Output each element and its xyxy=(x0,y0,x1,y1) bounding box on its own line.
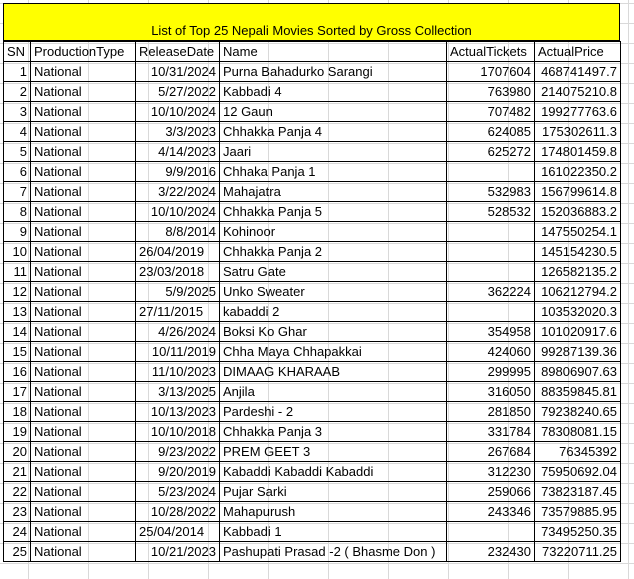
cell-actual-tickets[interactable]: 243346 xyxy=(447,502,535,522)
table-row xyxy=(4,422,621,442)
table-row xyxy=(4,262,621,282)
cell-name[interactable]: 12 Gaun xyxy=(220,102,447,122)
table-row xyxy=(4,382,621,402)
cell-actual-price[interactable]: 73495250.35 xyxy=(535,522,621,542)
cell-name[interactable]: Chhakka Panja 2 xyxy=(220,242,447,262)
cell-actual-price[interactable]: 152036883.2 xyxy=(535,202,621,222)
cell-actual-tickets[interactable]: 331784 xyxy=(447,422,535,442)
table-row xyxy=(4,442,621,462)
table-row xyxy=(4,342,621,362)
table-row xyxy=(4,502,621,522)
cell-release-date[interactable]: 10/13/2023 xyxy=(136,402,220,422)
cell-actual-tickets[interactable]: 232430 xyxy=(447,542,535,562)
cell-actual-tickets[interactable] xyxy=(447,302,535,322)
cell-actual-price[interactable]: 175302611.3 xyxy=(535,122,621,142)
cell-sn[interactable]: 16 xyxy=(4,362,31,382)
table-row xyxy=(4,522,621,542)
header-actual-tickets[interactable]: ActualTickets xyxy=(447,42,535,62)
cell-release-date[interactable]: 9/20/2019 xyxy=(136,462,220,482)
cell-name[interactable]: Chhakka Panja 5 xyxy=(220,202,447,222)
cell-actual-price[interactable]: 161022350.2 xyxy=(535,162,621,182)
cell-release-date[interactable]: 27/11/2015 xyxy=(136,302,220,322)
cell-actual-tickets[interactable] xyxy=(447,522,535,542)
table-row xyxy=(4,282,621,302)
cell-production-type[interactable]: National xyxy=(31,122,136,142)
cell-name[interactable]: Pardeshi - 2 xyxy=(220,402,447,422)
cell-name[interactable]: Purna Bahadurko Sarangi xyxy=(220,62,447,82)
cell-production-type[interactable]: National xyxy=(31,242,136,262)
cell-name[interactable]: Kabbadi 1 xyxy=(220,522,447,542)
cell-release-date[interactable]: 3/3/2023 xyxy=(136,122,220,142)
cell-sn[interactable]: 4 xyxy=(4,122,31,142)
cell-actual-price[interactable]: 73579885.95 xyxy=(535,502,621,522)
cell-name[interactable]: Pashupati Prasad -2 ( Bhasme Don ) xyxy=(220,542,447,562)
cell-actual-tickets[interactable]: 354958 xyxy=(447,322,535,342)
cell-actual-price[interactable]: 88359845.81 xyxy=(535,382,621,402)
cell-release-date[interactable]: 5/9/2025 xyxy=(136,282,220,302)
cell-actual-tickets[interactable]: 299995 xyxy=(447,362,535,382)
cell-production-type[interactable]: National xyxy=(31,342,136,362)
table-row xyxy=(4,62,621,82)
header-production-type[interactable]: ProductionType xyxy=(31,42,136,62)
cell-actual-price[interactable]: 73220711.25 xyxy=(535,542,621,562)
table-row xyxy=(4,482,621,502)
cell-name[interactable]: Kabbadi 4 xyxy=(220,82,447,102)
cell-name[interactable]: Anjila xyxy=(220,382,447,402)
cell-sn[interactable]: 11 xyxy=(4,262,31,282)
cell-name[interactable]: Chha Maya Chhapakkai xyxy=(220,342,447,362)
cell-sn[interactable]: 6 xyxy=(4,162,31,182)
cell-sn[interactable]: 13 xyxy=(4,302,31,322)
table-row xyxy=(4,102,621,122)
cell-release-date[interactable]: 25/04/2014 xyxy=(136,522,220,542)
cell-sn[interactable]: 5 xyxy=(4,142,31,162)
table-row xyxy=(4,242,621,262)
cell-release-date[interactable]: 10/11/2019 xyxy=(136,342,220,362)
cell-release-date[interactable]: 23/03/2018 xyxy=(136,262,220,282)
table-row xyxy=(4,362,621,382)
cell-name[interactable]: DIMAAG KHARAAB xyxy=(220,362,447,382)
cell-actual-tickets[interactable]: 1707604 xyxy=(447,62,535,82)
cell-release-date[interactable]: 26/04/2019 xyxy=(136,242,220,262)
cell-actual-price[interactable]: 174801459.8 xyxy=(535,142,621,162)
cell-actual-tickets[interactable]: 707482 xyxy=(447,102,535,122)
cell-sn[interactable]: 14 xyxy=(4,322,31,342)
cell-production-type[interactable]: National xyxy=(31,382,136,402)
table-row xyxy=(4,542,621,562)
cell-actual-price[interactable]: 106212794.2 xyxy=(535,282,621,302)
cell-sn[interactable]: 12 xyxy=(4,282,31,302)
cell-actual-price[interactable]: 99287139.36 xyxy=(535,342,621,362)
cell-release-date[interactable]: 10/10/2018 xyxy=(136,422,220,442)
cell-actual-price[interactable]: 79238240.65 xyxy=(535,402,621,422)
cell-production-type[interactable]: National xyxy=(31,422,136,442)
cell-production-type[interactable]: National xyxy=(31,522,136,542)
cell-production-type[interactable]: National xyxy=(31,322,136,342)
cell-actual-price[interactable]: 145154230.5 xyxy=(535,242,621,262)
cell-production-type[interactable]: National xyxy=(31,402,136,422)
cell-actual-tickets[interactable]: 532983 xyxy=(447,182,535,202)
cell-sn[interactable]: 9 xyxy=(4,222,31,242)
table-row xyxy=(4,222,621,242)
header-release-date[interactable]: ReleaseDate xyxy=(136,42,220,62)
table-row xyxy=(4,402,621,422)
cell-sn[interactable]: 15 xyxy=(4,342,31,362)
cell-sn[interactable]: 2 xyxy=(4,82,31,102)
header-row xyxy=(4,42,621,62)
cell-production-type[interactable]: National xyxy=(31,82,136,102)
cell-name[interactable]: PREM GEET 3 xyxy=(220,442,447,462)
cell-sn[interactable]: 25 xyxy=(4,542,31,562)
cell-production-type[interactable]: National xyxy=(31,202,136,222)
cell-actual-price[interactable]: 103532020.3 xyxy=(535,302,621,322)
cell-sn[interactable]: 20 xyxy=(4,442,31,462)
cell-actual-tickets[interactable]: 763980 xyxy=(447,82,535,102)
table-row xyxy=(4,202,621,222)
cell-actual-tickets[interactable]: 267684 xyxy=(447,442,535,462)
cell-production-type[interactable]: National xyxy=(31,222,136,242)
cell-release-date[interactable]: 10/28/2022 xyxy=(136,502,220,522)
table-row xyxy=(4,82,621,102)
cell-actual-price[interactable]: 214075210.8 xyxy=(535,82,621,102)
cell-sn[interactable]: 24 xyxy=(4,522,31,542)
cell-name[interactable]: Jaari xyxy=(220,142,447,162)
cell-actual-price[interactable]: 126582135.2 xyxy=(535,262,621,282)
table-row xyxy=(4,142,621,162)
cell-production-type[interactable]: National xyxy=(31,302,136,322)
cell-actual-price[interactable]: 78308081.15 xyxy=(535,422,621,442)
header-name[interactable]: Name xyxy=(220,42,447,62)
cell-name[interactable]: Chhakka Panja 4 xyxy=(220,122,447,142)
cell-name[interactable]: Boksi Ko Ghar xyxy=(220,322,447,342)
header-sn[interactable]: SN xyxy=(4,42,31,62)
cell-sn[interactable]: 1 xyxy=(4,62,31,82)
cell-production-type[interactable]: National xyxy=(31,542,136,562)
cell-name[interactable]: Chhakka Panja 3 xyxy=(220,422,447,442)
cell-actual-tickets[interactable]: 312230 xyxy=(447,462,535,482)
cell-name[interactable]: Mahapurush xyxy=(220,502,447,522)
cell-production-type[interactable]: National xyxy=(31,462,136,482)
header-actual-price[interactable]: ActualPrice xyxy=(535,42,621,62)
cell-name[interactable]: kabaddi 2 xyxy=(220,302,447,322)
cell-actual-tickets[interactable] xyxy=(447,242,535,262)
cell-actual-tickets[interactable]: 316050 xyxy=(447,382,535,402)
cell-actual-price[interactable]: 156799614.8 xyxy=(535,182,621,202)
cell-release-date[interactable]: 5/23/2024 xyxy=(136,482,220,502)
cell-actual-tickets[interactable]: 424060 xyxy=(447,342,535,362)
cell-actual-price[interactable]: 199277763.6 xyxy=(535,102,621,122)
cell-sn[interactable]: 7 xyxy=(4,182,31,202)
table-row xyxy=(4,462,621,482)
cell-release-date[interactable]: 8/8/2014 xyxy=(136,222,220,242)
title-cell[interactable] xyxy=(3,3,620,41)
table-row xyxy=(4,322,621,342)
cell-release-date[interactable]: 9/23/2022 xyxy=(136,442,220,462)
cell-sn[interactable]: 23 xyxy=(4,502,31,522)
cell-actual-price[interactable]: 468741497.7 xyxy=(535,62,621,82)
cell-release-date[interactable]: 10/10/2024 xyxy=(136,202,220,222)
cell-release-date[interactable]: 10/21/2023 xyxy=(136,542,220,562)
table-row xyxy=(4,122,621,142)
cell-production-type[interactable]: National xyxy=(31,162,136,182)
cell-production-type[interactable]: National xyxy=(31,142,136,162)
cell-sn[interactable]: 21 xyxy=(4,462,31,482)
cell-name[interactable]: Kabaddi Kabaddi Kabaddi xyxy=(220,462,447,482)
cell-production-type[interactable]: National xyxy=(31,282,136,302)
cell-sn[interactable]: 19 xyxy=(4,422,31,442)
cell-sn[interactable]: 18 xyxy=(4,402,31,422)
cell-actual-price[interactable]: 76345392 xyxy=(535,442,621,462)
cell-release-date[interactable]: 11/10/2023 xyxy=(136,362,220,382)
cell-production-type[interactable]: National xyxy=(31,102,136,122)
cell-actual-tickets[interactable]: 624085 xyxy=(447,122,535,142)
cell-actual-price[interactable]: 73823187.45 xyxy=(535,482,621,502)
cell-actual-tickets[interactable]: 259066 xyxy=(447,482,535,502)
table-row xyxy=(4,182,621,202)
movies-table xyxy=(3,41,621,562)
cell-actual-price[interactable]: 89806907.63 xyxy=(535,362,621,382)
cell-sn[interactable]: 17 xyxy=(4,382,31,402)
cell-actual-price[interactable]: 101020917.6 xyxy=(535,322,621,342)
cell-sn[interactable]: 8 xyxy=(4,202,31,222)
cell-sn[interactable]: 10 xyxy=(4,242,31,262)
cell-actual-tickets[interactable]: 362224 xyxy=(447,282,535,302)
cell-name[interactable]: Chhaka Panja 1 xyxy=(220,162,447,182)
cell-production-type[interactable]: National xyxy=(31,62,136,82)
cell-actual-tickets[interactable] xyxy=(447,222,535,242)
cell-actual-tickets[interactable] xyxy=(447,162,535,182)
cell-release-date[interactable]: 3/22/2024 xyxy=(136,182,220,202)
cell-production-type[interactable]: National xyxy=(31,502,136,522)
cell-production-type[interactable]: National xyxy=(31,262,136,282)
cell-name[interactable]: Satru Gate xyxy=(220,262,447,282)
sheet-title: List of Top 25 Nepali Movies Sorted by Gross Collection xyxy=(151,23,472,38)
cell-actual-tickets[interactable]: 281850 xyxy=(447,402,535,422)
cell-production-type[interactable]: National xyxy=(31,442,136,462)
cell-release-date[interactable]: 10/10/2024 xyxy=(136,102,220,122)
cell-production-type[interactable]: National xyxy=(31,182,136,202)
cell-release-date[interactable]: 5/27/2022 xyxy=(136,82,220,102)
cell-release-date[interactable]: 4/14/2023 xyxy=(136,142,220,162)
cell-name[interactable]: Unko Sweater xyxy=(220,282,447,302)
cell-production-type[interactable]: National xyxy=(31,362,136,382)
cell-actual-price[interactable]: 147550254.1 xyxy=(535,222,621,242)
table-row xyxy=(4,162,621,182)
cell-sn[interactable]: 22 xyxy=(4,482,31,502)
cell-release-date[interactable]: 9/9/2016 xyxy=(136,162,220,182)
cell-actual-tickets[interactable] xyxy=(447,262,535,282)
cell-name[interactable]: Mahajatra xyxy=(220,182,447,202)
cell-release-date[interactable]: 10/31/2024 xyxy=(136,62,220,82)
cell-name[interactable]: Kohinoor xyxy=(220,222,447,242)
cell-actual-price[interactable]: 75950692.04 xyxy=(535,462,621,482)
cell-actual-tickets[interactable]: 625272 xyxy=(447,142,535,162)
cell-actual-tickets[interactable]: 528532 xyxy=(447,202,535,222)
table-row xyxy=(4,302,621,322)
cell-sn[interactable]: 3 xyxy=(4,102,31,122)
cell-release-date[interactable]: 3/13/2025 xyxy=(136,382,220,402)
cell-name[interactable]: Pujar Sarki xyxy=(220,482,447,502)
cell-release-date[interactable]: 4/26/2024 xyxy=(136,322,220,342)
cell-production-type[interactable]: National xyxy=(31,482,136,502)
